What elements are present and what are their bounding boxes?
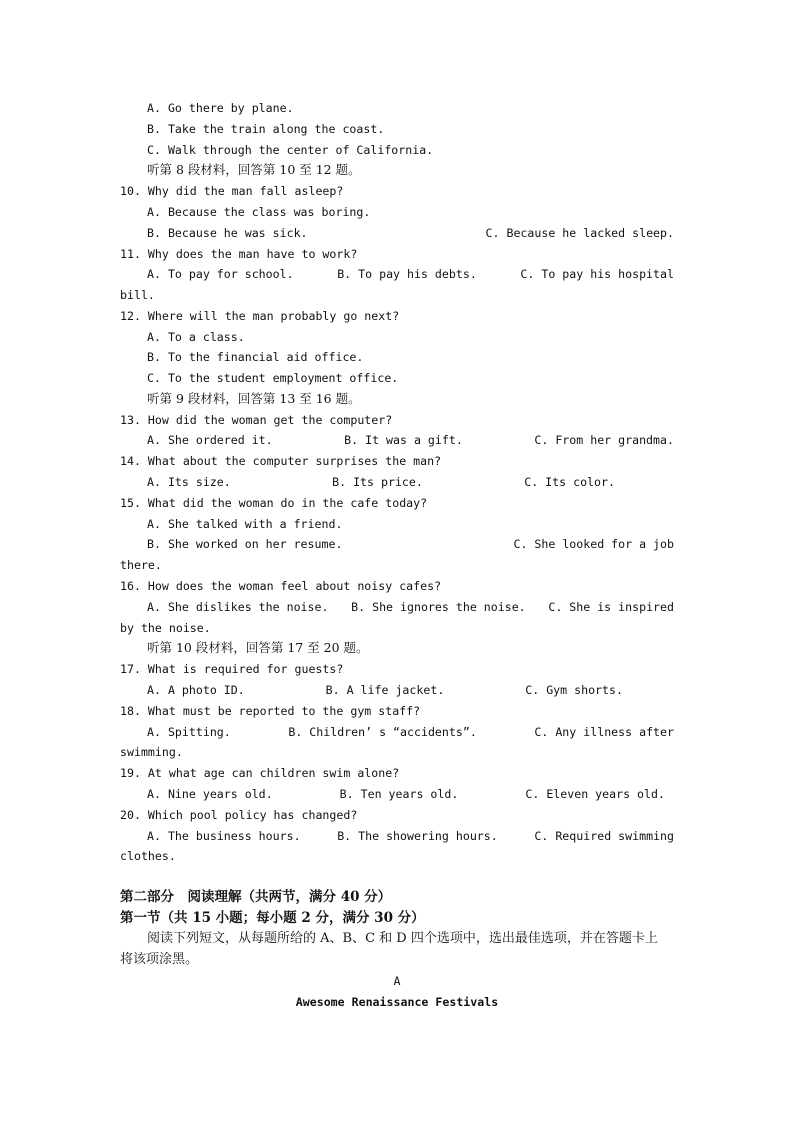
passage-title: Awesome Renaissance Festivals	[295, 995, 499, 1009]
option-12c: C. To the student employment office.	[147, 371, 399, 385]
option-16c-continued: by the noise.	[120, 621, 211, 635]
option-20c-continued: clothes.	[120, 849, 176, 863]
option-16b: B. She ignores the noise.	[351, 600, 526, 614]
option-14b: B. Its price.	[332, 475, 423, 489]
option-16a: A. She dislikes the noise.	[147, 600, 329, 614]
option-9c: C. Walk through the center of California.	[147, 143, 434, 157]
option-20c: C. Required swimming	[534, 829, 674, 843]
options-20	[147, 828, 674, 844]
option-18a: A. Spitting.	[147, 725, 231, 739]
reading-instruction-continued: 将该项涂黑。	[120, 952, 199, 967]
option-10b: B. Because he was sick.	[147, 226, 308, 240]
question-11: 11. Why does the man have to work?	[120, 247, 358, 261]
option-18b: B. Children’ s “accidents”.	[288, 725, 477, 739]
section-8-instruction: 听第 8 段材料，回答第 10 至 12 题。	[147, 162, 361, 177]
options-10bc	[147, 225, 674, 241]
option-15b: B. She worked on her resume.	[147, 537, 343, 551]
option-19a: A. Nine years old.	[147, 787, 273, 801]
option-11a: A. To pay for school.	[147, 267, 294, 281]
question-16: 16. How does the woman feel about noisy cafes?	[120, 579, 442, 593]
option-13c: C. From her grandma.	[534, 433, 674, 447]
question-12: 12. Where will the man probably go next?	[120, 309, 400, 323]
option-18c: C. Any illness after	[534, 725, 674, 739]
option-15a: A. She talked with a friend.	[147, 517, 343, 531]
question-17: 17. What is required for guests?	[120, 662, 344, 676]
options-17	[147, 682, 623, 698]
option-20a: A. The business hours.	[147, 829, 301, 843]
question-14: 14. What about the computer surprises the man?	[120, 454, 442, 468]
option-16c: C. She is inspired	[548, 600, 674, 614]
option-9b: B. Take the train along the coast.	[147, 122, 385, 136]
options-16	[147, 599, 674, 615]
options-13	[147, 432, 674, 448]
passage-letter: A	[393, 974, 401, 988]
options-14	[147, 474, 615, 490]
option-12a: A. To a class.	[147, 330, 245, 344]
question-10: 10. Why did the man fall asleep?	[120, 184, 344, 198]
options-19	[147, 786, 665, 802]
option-18c-continued: swimming.	[120, 745, 183, 759]
option-19b: B. Ten years old.	[339, 787, 459, 801]
section-9-instruction: 听第 9 段材料，回答第 13 至 16 题。	[147, 391, 361, 406]
option-13a: A. She ordered it.	[147, 433, 273, 447]
options-18	[147, 724, 674, 740]
option-17c: C. Gym shorts.	[525, 683, 623, 697]
options-15bc	[147, 536, 674, 552]
option-10a: A. Because the class was boring.	[147, 205, 371, 219]
question-13: 13. How did the woman get the computer?	[120, 413, 393, 427]
option-15c: C. She looked for a job	[513, 537, 674, 551]
option-11c-continued: bill.	[120, 288, 155, 302]
question-20: 20. Which pool policy has changed?	[120, 808, 358, 822]
option-9a: A. Go there by plane.	[147, 101, 294, 115]
question-18: 18. What must be reported to the gym staff?	[120, 704, 421, 718]
option-19c: C. Eleven years old.	[525, 787, 665, 801]
options-11	[147, 266, 674, 282]
option-11c: C. To pay his hospital	[520, 267, 674, 281]
option-12b: B. To the financial aid office.	[147, 350, 364, 364]
part-two-heading: 第二部分 阅读理解（共两节，满分 40 分）	[120, 889, 392, 905]
option-20b: B. The showering hours.	[337, 829, 498, 843]
section-10-instruction: 听第 10 段材料，回答第 17 至 20 题。	[147, 640, 369, 655]
option-17a: A. A photo ID.	[147, 683, 245, 697]
option-14a: A. Its size.	[147, 475, 231, 489]
option-13b: B. It was a gift.	[344, 433, 463, 447]
section-one-heading: 第一节（共 15 小题；每小题 2 分，满分 30 分）	[120, 910, 425, 926]
question-19: 19. At what age can children swim alone?	[120, 766, 400, 780]
option-17b: B. A life jacket.	[325, 683, 445, 697]
reading-instruction: 阅读下列短文，从每题所给的 A、B、C 和 D 四个选项中，选出最佳选项，并在答题卡上	[147, 931, 658, 946]
option-11b: B. To pay his debts.	[337, 267, 477, 281]
option-14c: C. Its color.	[524, 475, 615, 489]
option-15c-continued: there.	[120, 558, 162, 572]
option-10c: C. Because he lacked sleep.	[485, 226, 674, 240]
question-15: 15. What did the woman do in the cafe today?	[120, 496, 428, 510]
